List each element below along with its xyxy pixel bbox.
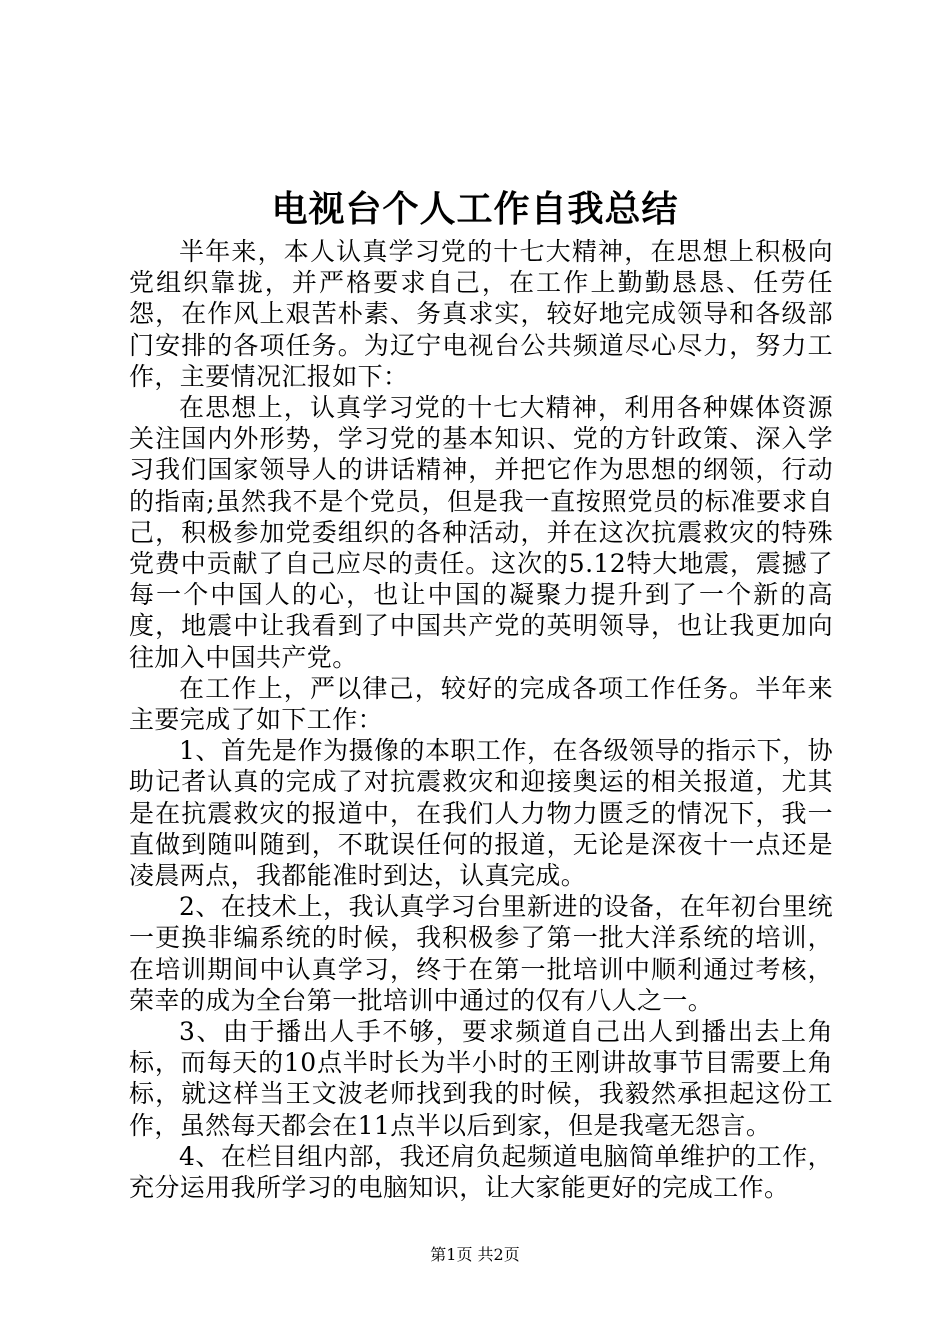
paragraph-item-4: 4、在栏目组内部，我还肩负起频道电脑简单维护的工作，充分运用我所学习的电脑知识，让大家能更好的完成工作。 — [129, 1141, 833, 1203]
paragraph-item-1: 1、首先是作为摄像的本职工作，在各级领导的指示下，协助记者认真的完成了对抗震救灾和迎接奥运的相关报道，尤其是在抗震救灾的报道中，在我们人力物力匮乏的情况下，我一直做到随叫随到，不耽误任何的报道，无论是深夜十一点还是凌晨两点，我都能准时到达，认真完成。 — [129, 736, 833, 891]
paragraph-thought: 在思想上，认真学习党的十七大精神，利用各种媒体资源关注国内外形势，学习党的基本知识、党的方针政策、深入学习我们国家领导人的讲话精神，并把它作为思想的纲领，行动的指南;虽然我不是个党员，但是我一直按照党员的标准要求自己，积极参加党委组织的各种活动，并在这次抗震救灾的特殊党费中贡献了自己应尽的责任。这次的5.12特大地震，震撼了每一个中国人的心，也让中国的凝聚力提升到了一个新的高度，地震中让我看到了中国共产党的英明领导，也让我更加向往加入中国共产党。 — [129, 393, 833, 672]
document-title: 电视台个人工作自我总结 — [271, 188, 679, 230]
page-number-footer: 第1页 共2页 — [430, 1245, 520, 1264]
paragraph-item-2: 2、在技术上，我认真学习台里新进的设备，在年初台里统一更换非编系统的时候，我积极参了第一批大洋系统的培训，在培训期间中认真学习，终于在第一批培训中顺利通过考核，荣幸的成为全台第一批培训中通过的仅有八人之一。 — [129, 892, 833, 1015]
paragraph-item-3: 3、由于播出人手不够，要求频道自己出人到播出去上角标，而每天的10点半时长为半小时的王刚讲故事节目需要上角标，就这样当王文波老师找到我的时候，我毅然承担起这份工作，虽然每天都会在11点半以后到家，但是我毫无怨言。 — [129, 1017, 833, 1140]
paragraph-intro: 半年来，本人认真学习党的十七大精神，在思想上积极向党组织靠拢，并严格要求自己，在工作上勤勤恳恳、任劳任怨，在作风上艰苦朴素、务真求实，较好地完成领导和各级部门安排的各项任务。为辽宁电视台公共频道尽心尽力，努力工作，主要情况汇报如下： — [129, 237, 833, 391]
document-body — [129, 236, 833, 1203]
paragraph-work: 在工作上，严以律己，较好的完成各项工作任务。半年来主要完成了如下工作： — [129, 673, 833, 735]
